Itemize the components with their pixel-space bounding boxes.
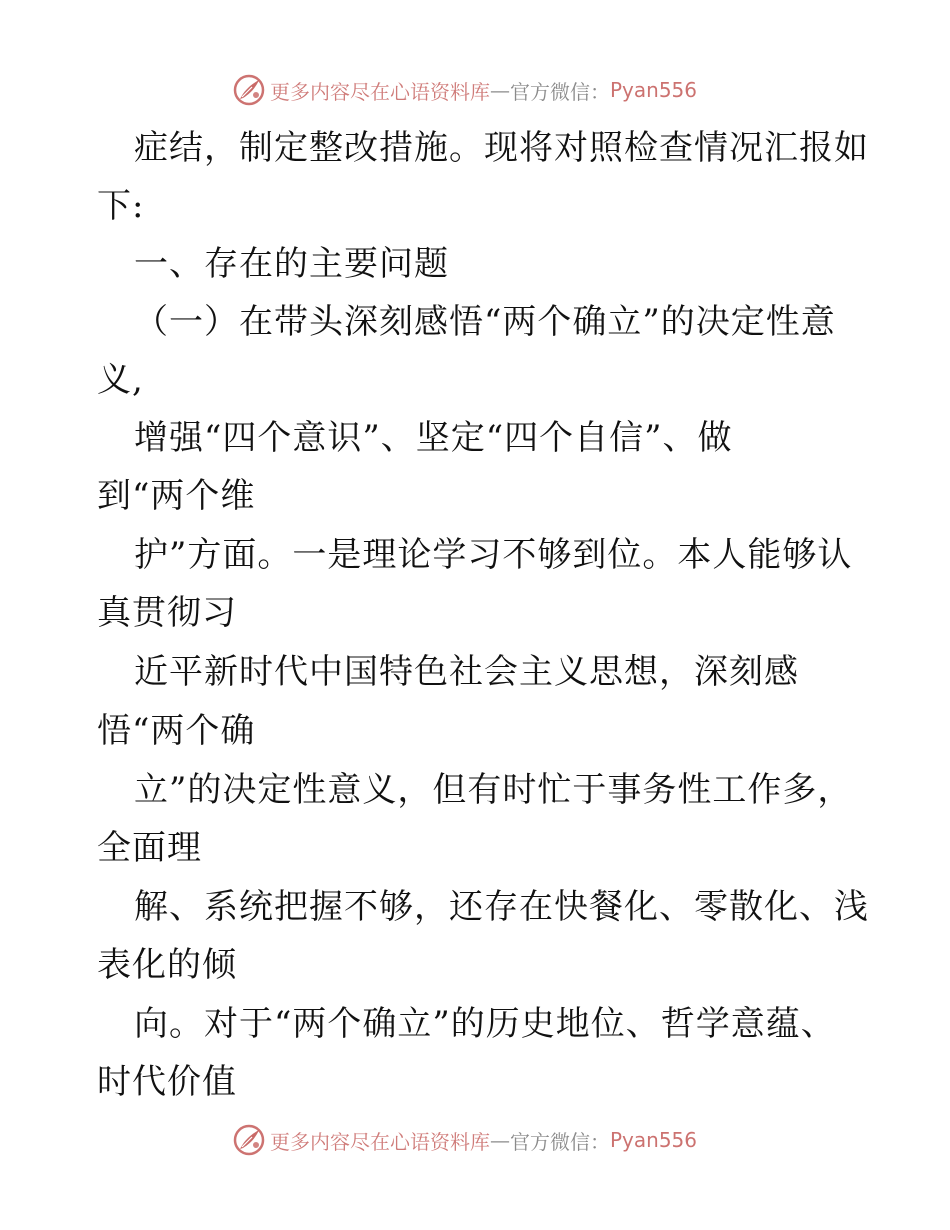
banner-separator: — (490, 1128, 510, 1152)
body-line: 下: (97, 186, 145, 226)
quill-logo-icon (232, 1123, 266, 1157)
body-line: 向。对于“两个确立”的历史地位、哲学意蕴、 (134, 1004, 836, 1044)
body-line: 到“两个维 (97, 476, 256, 516)
body-line: 悟“两个确 (97, 711, 256, 751)
body-line: 真贯彻习 (97, 593, 237, 633)
body-line: 解、系统把握不够，还存在快餐化、零散化、浅 (134, 887, 869, 927)
body-line: 时代价值 (97, 1062, 237, 1102)
subsection-heading: （一）在带头深刻感悟“两个确立”的决定性意 (134, 302, 836, 342)
banner-wechat-id: Pyan556 (610, 78, 698, 102)
body-line: 立”的决定性意义，但有时忙于事务性工作多， (134, 770, 853, 810)
body-line: 护”方面。一是理论学习不够到位。本人能够认 (134, 535, 853, 575)
body-line: 症结，制定整改措施。现将对照检查情况汇报如 (134, 128, 869, 168)
body-line: 增强“四个意识”、坚定“四个自信”、做 (134, 418, 733, 458)
header-banner (232, 70, 752, 110)
banner-wechat-label: 官方微信： (510, 79, 610, 104)
banner-text: 更多内容尽在心语资料库 (270, 1129, 490, 1154)
body-line: 义, (97, 360, 144, 400)
body-line: 表化的倾 (97, 945, 237, 985)
quill-logo-icon (232, 73, 266, 107)
body-line: 全面理 (97, 828, 202, 868)
body-line: 近平新时代中国特色社会主义思想，深刻感 (134, 652, 799, 692)
banner-text: 更多内容尽在心语资料库 (270, 79, 490, 104)
footer-banner (232, 1120, 752, 1160)
banner-separator: — (490, 78, 510, 102)
section-heading: 一、存在的主要问题 (134, 244, 449, 284)
banner-wechat-label: 官方微信： (510, 1129, 610, 1154)
banner-wechat-id: Pyan556 (610, 1128, 698, 1152)
